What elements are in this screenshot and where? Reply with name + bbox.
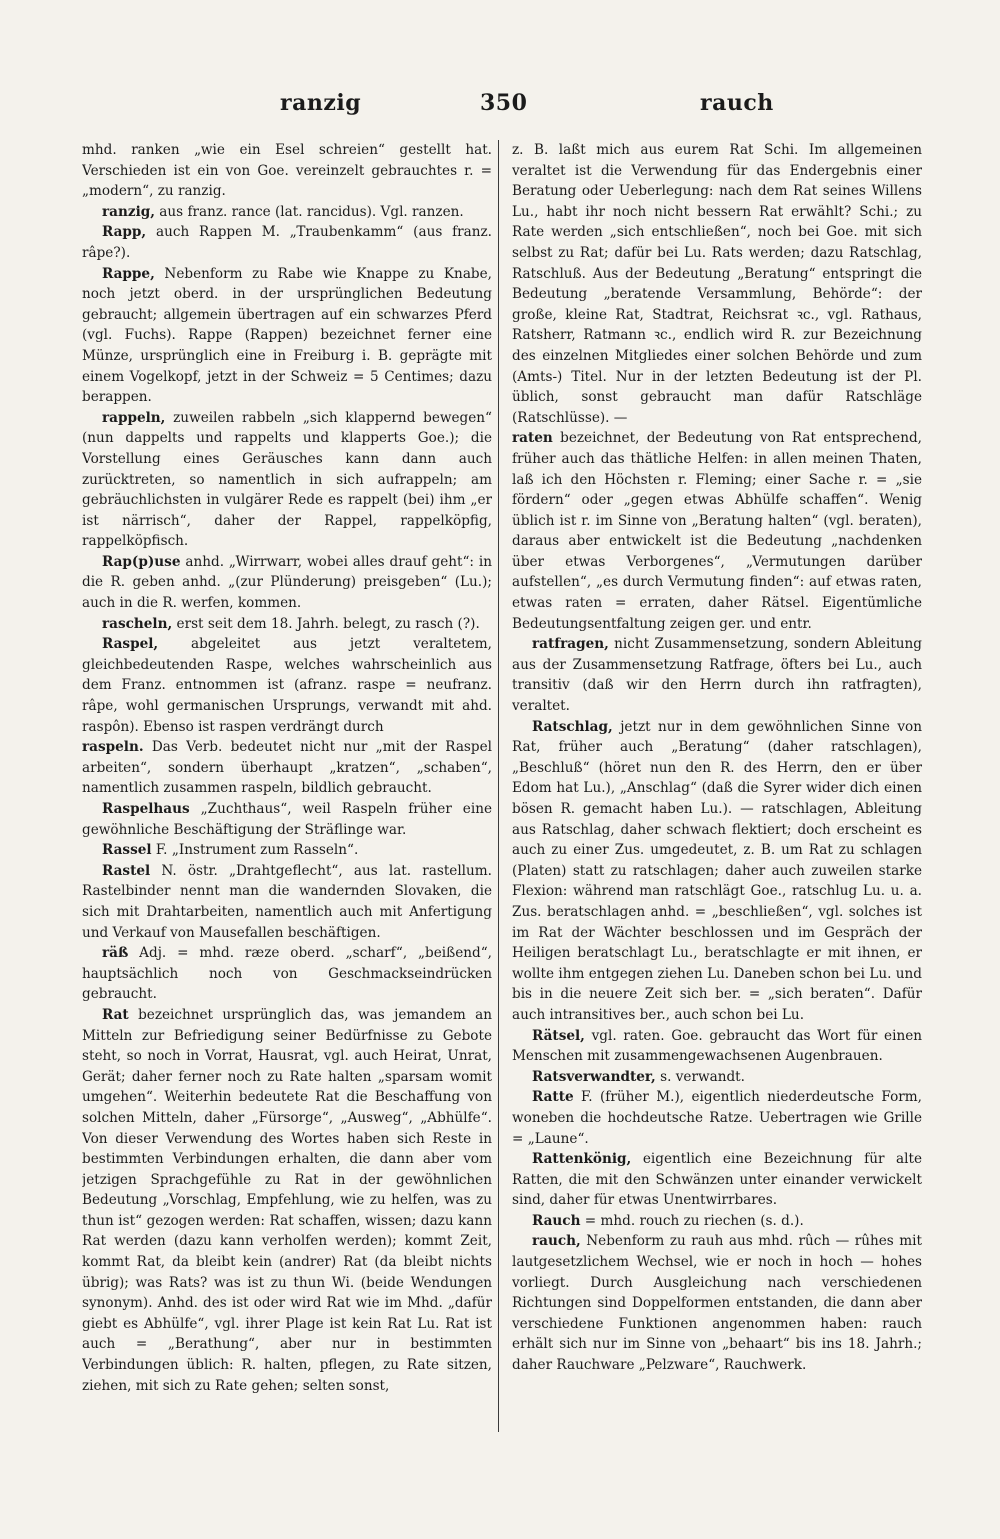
dictionary-entry	[512, 428, 922, 634]
entry-headword: Rappe,	[102, 265, 155, 282]
entry-text: s. verwandt.	[655, 1068, 745, 1085]
entry-headword: Rassel	[102, 842, 152, 859]
dictionary-entry	[512, 1149, 922, 1211]
dictionary-entry	[82, 799, 492, 840]
entry-text: eigentlich eine Bezeichnung für alte Ratten, die mit den Schwänzen unter einander verwickelt sind, daher für etwas Unentwirrbares.	[512, 1151, 922, 1209]
entry-text: vgl. raten. Goe. gebraucht das Wort für einen Menschen mit zusammengewachsenen Augenbrauen.	[512, 1027, 922, 1065]
entry-headword: Ratte	[532, 1089, 574, 1106]
dictionary-entry	[512, 1067, 922, 1088]
entry-headword: räß	[102, 945, 129, 962]
dictionary-entry	[82, 943, 492, 1005]
page-number: 350	[480, 90, 528, 116]
dictionary-entry	[82, 264, 492, 408]
entry-headword: ranzig,	[102, 203, 155, 220]
dictionary-entry	[512, 1211, 922, 1232]
entry-headword: Raspelhaus	[102, 801, 190, 817]
entry-text: jetzt nur in dem gewöhnlichen Sinne von Rat, früher auch „Beratung“ (daher ratschlagen), „Beschluß“ (höret nun den R. des Herrn, den er über Edom hat Lu.), „Anschlag“ (daß die Syrer wider dich einen bösen R. gemacht haben Lu.). — ratschlagen, Ableitung aus Ratschlag, daher schwach flektiert; doch erscheint es auch zu einer Zus. umgedeutet, z. B. um Rat zu schlagen (Platen) statt zu ratschlagen; daher auch zuweilen starke Flexion: während man ratschlägt Goe., ratschlug Lu. u. a. Zus. beratschlagen anhd. = „beschließen“, vgl. solches ist im Rat der Wächter beschlossen und im Gespräch der Heiligen beratschlagt Lu., beratschlagte er mit ihnen, er wollte ihm entgegen ziehen Lu. Daneben schon bei Lu. und bis in die neuere Zeit sich ber. = „sich beraten“. Dafür auch intransitives ber., auch schon bei Lu.	[512, 718, 922, 1023]
entry-text: Das Verb. bedeutet nicht nur „mit der Raspel arbeiten“, sondern überhaupt „kratzen“, „schaben“, namentlich zusammen raspeln, bildlich gebraucht.	[82, 739, 492, 797]
entry-text: „Zuchthaus“, weil Raspeln früher eine gewöhnliche Beschäftigung der Sträflinge war.	[82, 801, 492, 838]
left-column	[82, 140, 492, 1450]
entry-headword: rappeln,	[102, 409, 166, 426]
dictionary-entry	[512, 1026, 922, 1067]
entry-text: erst seit dem 18. Jahrh. belegt, zu rasch (?).	[172, 615, 480, 632]
entry-headword: Rapp,	[102, 224, 147, 241]
entry-headword: Rauch	[532, 1212, 581, 1229]
dictionary-entry	[82, 408, 492, 552]
entry-text: F. „Instrument zum Rasseln“.	[151, 842, 359, 859]
dictionary-entry	[82, 737, 492, 799]
dictionary-entry	[82, 552, 492, 614]
column-divider	[498, 140, 499, 1432]
dictionary-entry	[82, 140, 492, 202]
entry-headword: Rätsel,	[532, 1027, 585, 1044]
dictionary-entry	[512, 1231, 922, 1375]
dictionary-entry	[512, 140, 922, 428]
entry-headword: raten	[512, 430, 553, 447]
entry-headword: Ratschlag,	[532, 718, 613, 735]
dictionary-entry	[82, 861, 492, 943]
dictionary-entry	[82, 634, 492, 737]
entry-text: abgeleitet aus jetzt veraltetem, gleichbedeutenden Raspe, welches wahrscheinlich aus dem Franz. entnommen ist (afranz. raspe = neufranz. râpe, wohl germanischen Ursprungs, verwandt mit ahd. raspôn). Ebenso ist raspen verdrängt durch	[82, 636, 492, 735]
entry-text: Nebenform zu Rabe wie Knappe zu Knabe, noch jetzt oberd. in der ursprünglichen Bedeutung gebraucht; allgemein übertragen auf ein schwarzes Pferd (vgl. Fuchs). Rappe (Rappen) bezeichnet ferner eine Münze, ursprünglich eine in Freiburg i. B. geprägte mit einem Vogelkopf, jetzt in der Schweiz = 5 Centimes; dazu berappen.	[82, 265, 492, 406]
entry-text: F. (früher M.), eigentlich niederdeutsche Form, woneben die hochdeutsche Ratze. Uebertragen wie Grille = „Laune“.	[512, 1089, 922, 1147]
entry-headword: raspeln.	[82, 739, 144, 756]
dictionary-entry	[82, 222, 492, 263]
entry-text: aus franz. rance (lat. rancidus). Vgl. ranzen.	[154, 203, 464, 220]
dictionary-entry	[512, 1087, 922, 1149]
dictionary-entry	[82, 1005, 492, 1396]
running-head-left: ranzig	[280, 90, 362, 116]
entry-text: nicht Zusammensetzung, sondern Ableitung aus der Zusammensetzung Ratfrage, öfters bei Lu., auch transitiv (daß wir den Herrn durch ihn ratfragten), veraltet.	[512, 636, 922, 715]
entry-headword: rascheln,	[102, 615, 173, 632]
entry-text: mhd. ranken „wie ein Esel schreien“ gestellt hat. Verschieden ist ein von Goe. vereinzelt gebrauchtes r. = „modern“, zu ranzig.	[82, 142, 492, 200]
entry-text: N. östr. „Drahtgeflecht“, aus lat. rastellum. Rastelbinder nennt man die wandernden Slovaken, die sich mit Drahtarbeiten, namentlich auch mit Anfertigung und Verkauf von Mausefallen beschäftigen.	[82, 862, 492, 941]
running-head-right: rauch	[700, 90, 774, 116]
entry-headword: rauch,	[532, 1233, 581, 1250]
entry-text: = mhd. rouch zu riechen (s. d.).	[580, 1212, 804, 1229]
right-column	[512, 140, 922, 1450]
entry-headword: Ratsverwandter,	[532, 1068, 656, 1085]
entry-headword: Raspel,	[102, 636, 159, 653]
entry-headword: Rattenkönig,	[532, 1151, 632, 1168]
entry-text: zuweilen rabbeln „sich klappernd bewegen“ (nun dappelts und rappelts und klapperts Goe.); die Vorstellung eines Geräusches kann dann auch zurücktreten, so namentlich in sich aufrappeln; am gebräuchlichsten in vulgärer Rede es rappelt (bei) ihm „er ist närrisch“, daher der Rappel, rappelköpfig, rappelköpfisch.	[82, 409, 492, 550]
dictionary-entry	[512, 634, 922, 716]
entry-headword: Rastel	[102, 862, 151, 879]
entry-headword: ratfragen,	[532, 636, 609, 653]
dictionary-entry	[82, 202, 492, 223]
entry-headword: Rat	[102, 1006, 129, 1023]
entry-text: Nebenform zu rauh aus mhd. rûch — rûhes mit lautgesetzlichem Wechsel, wie er noch in hoch — hohes vorliegt. Durch Ausgleichung nach verschiedenen Richtungen sind Doppelformen entstanden, die dann aber verschiedene Funktionen angenommen haben: rauch erhält sich nur im Sinne von „behaart“ bis ins 18. Jahrh.; daher Rauchware „Pelzware“, Rauchwerk.	[512, 1233, 922, 1374]
entry-text: bezeichnet, der Bedeutung von Rat entsprechend, früher auch das thätliche Helfen: in allen meinen Thaten, laß ich den Höchsten r. Fleming; einer Sache r. = „sie fördern“ oder „gegen etwas Abhülfe schaffen“. Wenig üblich ist r. im Sinne von „Beratung halten“ (vgl. beraten), daraus aber entwickelt ist die Bedeutung „nachdenken über etwas Verborgenes“, „Vermutungen darüber aufstellen“, „es durch Vermutung finden“: auf etwas raten, etwas raten = erraten, daher Rätsel. Eigentümliche Bedeutungsentfaltung zeigen ger. und entr.	[512, 430, 922, 632]
entry-headword: Rap(p)use	[102, 553, 181, 570]
entry-text: z. B. laßt mich aus eurem Rat Schi. Im allgemeinen veraltet ist die Verwendung für das Endergebnis einer Beratung oder Ueberlegung: nach dem Rat seines Willens Lu., habt ihr noch nicht bessern Rat erwählt? Schi.; zu Rate werden „sich entschließen“, noch bei Goe. mit sich selbst zu Rat; dafür bei Lu. Rats werden; dazu Ratschlag, Ratschluß. Aus der Bedeutung „Beratung“ entspringt die Bedeutung „beratende Versammlung, Behörde“: der große, kleine Rat, Stadtrat, Reichsrat ꝛc., vgl. Rathaus, Ratsherr, Ratmann ꝛc., endlich wird R. zur Bezeichnung des einzelnen Mitgliedes einer solchen Behörde und zum (Amts-) Titel. Nur in der letzten Bedeutung ist der Pl. üblich, sonst gebraucht man dafür Ratschläge (Ratschlüsse). —	[512, 142, 922, 426]
entry-text: bezeichnet ursprünglich das, was jemandem an Mitteln zur Befriedigung seiner Bedürfnisse zu Gebote steht, so noch in Vorrat, Hausrat, vgl. auch Heirat, Unrat, Gerät; daher ferner noch zu Rate halten „sparsam womit umgehen“. Weiterhin bedeutete Rat die Beschaffung von solchen Mitteln, daher „Fürsorge“, „Ausweg“, „Abhülfe“. Von dieser Verwendung des Wortes haben sich Reste in bestimmten Verbindungen erhalten, die dann aber vom jetzigen Sprachgefühle zu Rat in der gewöhnlichen Bedeutung „Vorschlag, Empfehlung, wie zu helfen, was zu thun ist“ gezogen werden: Rat schaffen, wissen; dazu kann Rat werden (dazu kann verholfen werden); kommt Zeit, kommt Rat, da bleibt kein (andrer) Rat (da bleibt nichts übrig); was Rats? was ist zu thun Wi. (beide Wendungen synonym). Anhd. des ist oder wird Rat wie im Mhd. „dafür giebt es Abhülfe“, vgl. ihrer Plage ist kein Rat Lu. Rat ist auch = „Berathung“, aber nur in bestimmten Verbindungen üblich: R. halten, pflegen, zu Rate sitzen, ziehen, mit sich zu Rate gehen; selten sonst,	[82, 1006, 492, 1394]
dictionary-entry	[82, 840, 492, 861]
entry-text: auch Rappen M. „Traubenkamm“ (aus franz. râpe?).	[82, 224, 492, 261]
dictionary-entry	[512, 717, 922, 1026]
entry-text: anhd. „Wirrwarr, wobei alles drauf geht“: in die R. geben anhd. „(zur Plünderung) preisgeben“ (Lu.); auch in die R. werfen, kommen.	[82, 553, 492, 612]
dictionary-entry	[82, 614, 492, 635]
entry-text: Adj. = mhd. ræze oberd. „scharf“, „beißend“, hauptsächlich noch von Geschmackseindrücken gebraucht.	[82, 945, 492, 1003]
